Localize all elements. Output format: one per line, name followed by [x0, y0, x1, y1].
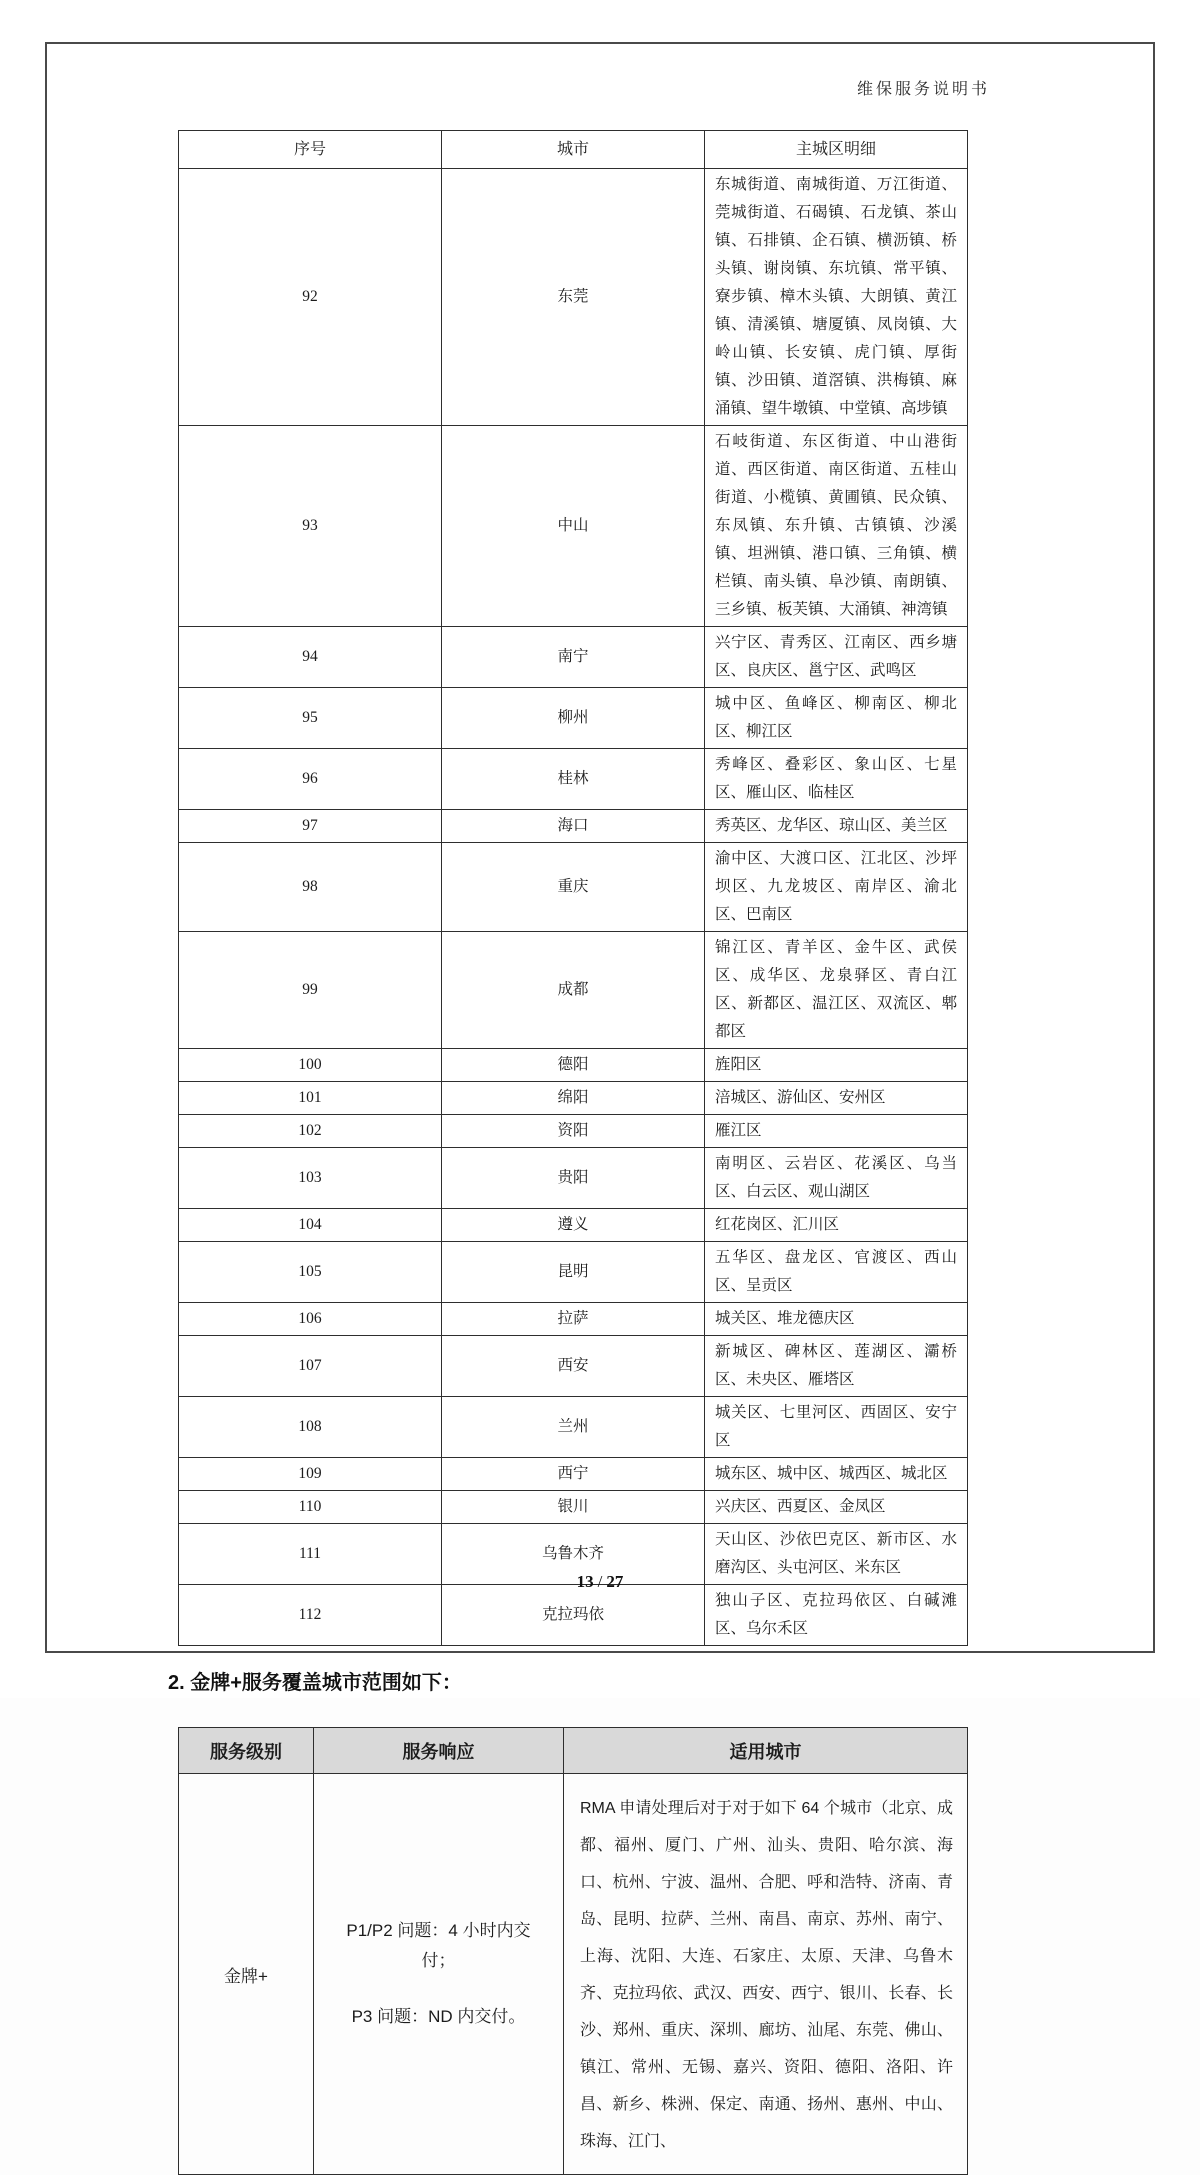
table-row [179, 1209, 968, 1242]
row-districts: 城关区、七里河区、西固区、安宁区 [705, 1397, 968, 1458]
header-city: 城市 [442, 131, 705, 169]
row-districts: 秀英区、龙华区、琼山区、美兰区 [705, 810, 968, 843]
header-service-level: 服务级别 [179, 1728, 314, 1774]
row-city: 绵阳 [442, 1082, 705, 1115]
row-no: 100 [179, 1049, 442, 1082]
row-no: 107 [179, 1336, 442, 1397]
row-no: 106 [179, 1303, 442, 1336]
table-row [179, 169, 968, 426]
row-city: 银川 [442, 1491, 705, 1524]
row-districts: 新城区、碑林区、莲湖区、灞桥区、未央区、雁塔区 [705, 1336, 968, 1397]
table-row [179, 1049, 968, 1082]
row-city: 海口 [442, 810, 705, 843]
table-row [179, 1082, 968, 1115]
row-city: 拉萨 [442, 1303, 705, 1336]
row-city: 贵阳 [442, 1148, 705, 1209]
row-districts: 天山区、沙依巴克区、新市区、水磨沟区、头屯河区、米东区 [705, 1524, 968, 1585]
row-no: 102 [179, 1115, 442, 1148]
row-city: 成都 [442, 932, 705, 1049]
row-districts: 城中区、鱼峰区、柳南区、柳北区、柳江区 [705, 688, 968, 749]
row-no: 97 [179, 810, 442, 843]
row-no: 98 [179, 843, 442, 932]
row-districts: 兴庆区、西夏区、金凤区 [705, 1491, 968, 1524]
row-city: 重庆 [442, 843, 705, 932]
table-row [179, 1303, 968, 1336]
header-applicable-cities: 适用城市 [564, 1728, 968, 1774]
row-no: 108 [179, 1397, 442, 1458]
service-response-cell [314, 1774, 564, 2175]
row-no: 95 [179, 688, 442, 749]
row-city: 乌鲁木齐 [442, 1524, 705, 1585]
header-no: 序号 [179, 131, 442, 169]
row-no: 110 [179, 1491, 442, 1524]
table-row [179, 1458, 968, 1491]
section-heading: 2. 金牌+服务覆盖城市范围如下： [168, 1672, 462, 1694]
row-city: 德阳 [442, 1049, 705, 1082]
service-table-row [179, 1774, 968, 2175]
row-districts: 渝中区、大渡口区、江北区、沙坪坝区、九龙坡区、南岸区、渝北区、巴南区 [705, 843, 968, 932]
row-districts: 雁江区 [705, 1115, 968, 1148]
page-number-total: 27 [606, 1572, 624, 1591]
page-number [0, 1572, 1200, 1592]
doc-header-title: 维保服务说明书 [856, 81, 990, 98]
row-no: 99 [179, 932, 442, 1049]
row-city: 西安 [442, 1336, 705, 1397]
table-row [179, 749, 968, 810]
row-city: 昆明 [442, 1242, 705, 1303]
row-districts: 旌阳区 [705, 1049, 968, 1082]
applicable-cities-cell: RMA 申请处理后对于对于如下 64 个城市（北京、成都、福州、厦门、广州、汕头、贵阳、哈尔滨、海口、杭州、宁波、温州、合肥、呼和浩特、济南、青岛、昆明、拉萨、兰州、南昌、南京、苏州、南宁、上海、沈阳、大连、石家庄、太原、天津、乌鲁木齐、克拉玛依、武汉、西安、西宁、银川、长春、长沙、郑州、重庆、深圳、廊坊、汕尾、东莞、佛山、镇江、常州、无锡、嘉兴、资阳、德阳、洛阳、许昌、新乡、株洲、保定、南通、扬州、惠州、中山、珠海、江门、 [564, 1774, 968, 2175]
row-no: 109 [179, 1458, 442, 1491]
row-city: 桂林 [442, 749, 705, 810]
page-number-separator: / [597, 1572, 603, 1591]
row-districts: 南明区、云岩区、花溪区、乌当区、白云区、观山湖区 [705, 1148, 968, 1209]
row-no: 111 [179, 1524, 442, 1585]
header-districts: 主城区明细 [705, 131, 968, 169]
table-row [179, 1148, 968, 1209]
row-no: 94 [179, 627, 442, 688]
row-no: 101 [179, 1082, 442, 1115]
row-city: 东莞 [442, 169, 705, 426]
response-p3: P3 问题：ND 内交付。 [351, 2007, 526, 2026]
row-city: 南宁 [442, 627, 705, 688]
table-row [179, 932, 968, 1049]
row-city: 中山 [442, 426, 705, 627]
response-p1p2: P1/P2 问题：4 小时内交付； [346, 1921, 531, 1970]
table-row [179, 1115, 968, 1148]
table-row [179, 1585, 968, 1646]
city-district-table [178, 130, 968, 1646]
row-city: 柳州 [442, 688, 705, 749]
row-districts: 锦江区、青羊区、金牛区、武侯区、成华区、龙泉驿区、青白江区、新都区、温江区、双流区、郫都区 [705, 932, 968, 1049]
row-no: 105 [179, 1242, 442, 1303]
row-districts: 红花岗区、汇川区 [705, 1209, 968, 1242]
row-districts: 五华区、盘龙区、官渡区、西山区、呈贡区 [705, 1242, 968, 1303]
row-no: 104 [179, 1209, 442, 1242]
row-districts: 兴宁区、青秀区、江南区、西乡塘区、良庆区、邕宁区、武鸣区 [705, 627, 968, 688]
table-row [179, 1242, 968, 1303]
table-row [179, 1397, 968, 1458]
row-no: 96 [179, 749, 442, 810]
table-row [179, 843, 968, 932]
table-row [179, 627, 968, 688]
row-districts: 东城街道、南城街道、万江街道、莞城街道、石碣镇、石龙镇、茶山镇、石排镇、企石镇、横沥镇、桥头镇、谢岗镇、东坑镇、常平镇、寮步镇、樟木头镇、大朗镇、黄江镇、清溪镇、塘厦镇、凤岗镇、大岭山镇、长安镇、虎门镇、厚街镇、沙田镇、道滘镇、洪梅镇、麻涌镇、望牛墩镇、中堂镇、高埗镇 [705, 169, 968, 426]
row-districts: 秀峰区、叠彩区、象山区、七星区、雁山区、临桂区 [705, 749, 968, 810]
row-no: 93 [179, 426, 442, 627]
header-service-response: 服务响应 [314, 1728, 564, 1774]
row-city: 资阳 [442, 1115, 705, 1148]
row-districts: 独山子区、克拉玛依区、白碱滩区、乌尔禾区 [705, 1585, 968, 1646]
table-row [179, 1491, 968, 1524]
row-districts: 石岐街道、东区街道、中山港街道、西区街道、南区街道、五桂山街道、小榄镇、黄圃镇、民众镇、东凤镇、东升镇、古镇镇、沙溪镇、坦洲镇、港口镇、三角镇、横栏镇、南头镇、阜沙镇、南朗镇、三乡镇、板芙镇、大涌镇、神湾镇 [705, 426, 968, 627]
row-city: 遵义 [442, 1209, 705, 1242]
row-districts: 城东区、城中区、城西区、城北区 [705, 1458, 968, 1491]
city-table-header-row [179, 131, 968, 169]
table-row [179, 426, 968, 627]
gold-plus-service-table [178, 1727, 968, 2175]
row-city: 克拉玛依 [442, 1585, 705, 1646]
row-districts: 涪城区、游仙区、安州区 [705, 1082, 968, 1115]
service-level-cell: 金牌+ [179, 1774, 314, 2175]
row-city: 西宁 [442, 1458, 705, 1491]
page-content [168, 130, 968, 2175]
row-no: 92 [179, 169, 442, 426]
table-row [179, 810, 968, 843]
service-table-header-row [179, 1728, 968, 1774]
table-row [179, 1336, 968, 1397]
table-row [179, 688, 968, 749]
row-no: 112 [179, 1585, 442, 1646]
row-no: 103 [179, 1148, 442, 1209]
page-number-current: 13 [576, 1572, 594, 1591]
row-city: 兰州 [442, 1397, 705, 1458]
row-districts: 城关区、堆龙德庆区 [705, 1303, 968, 1336]
